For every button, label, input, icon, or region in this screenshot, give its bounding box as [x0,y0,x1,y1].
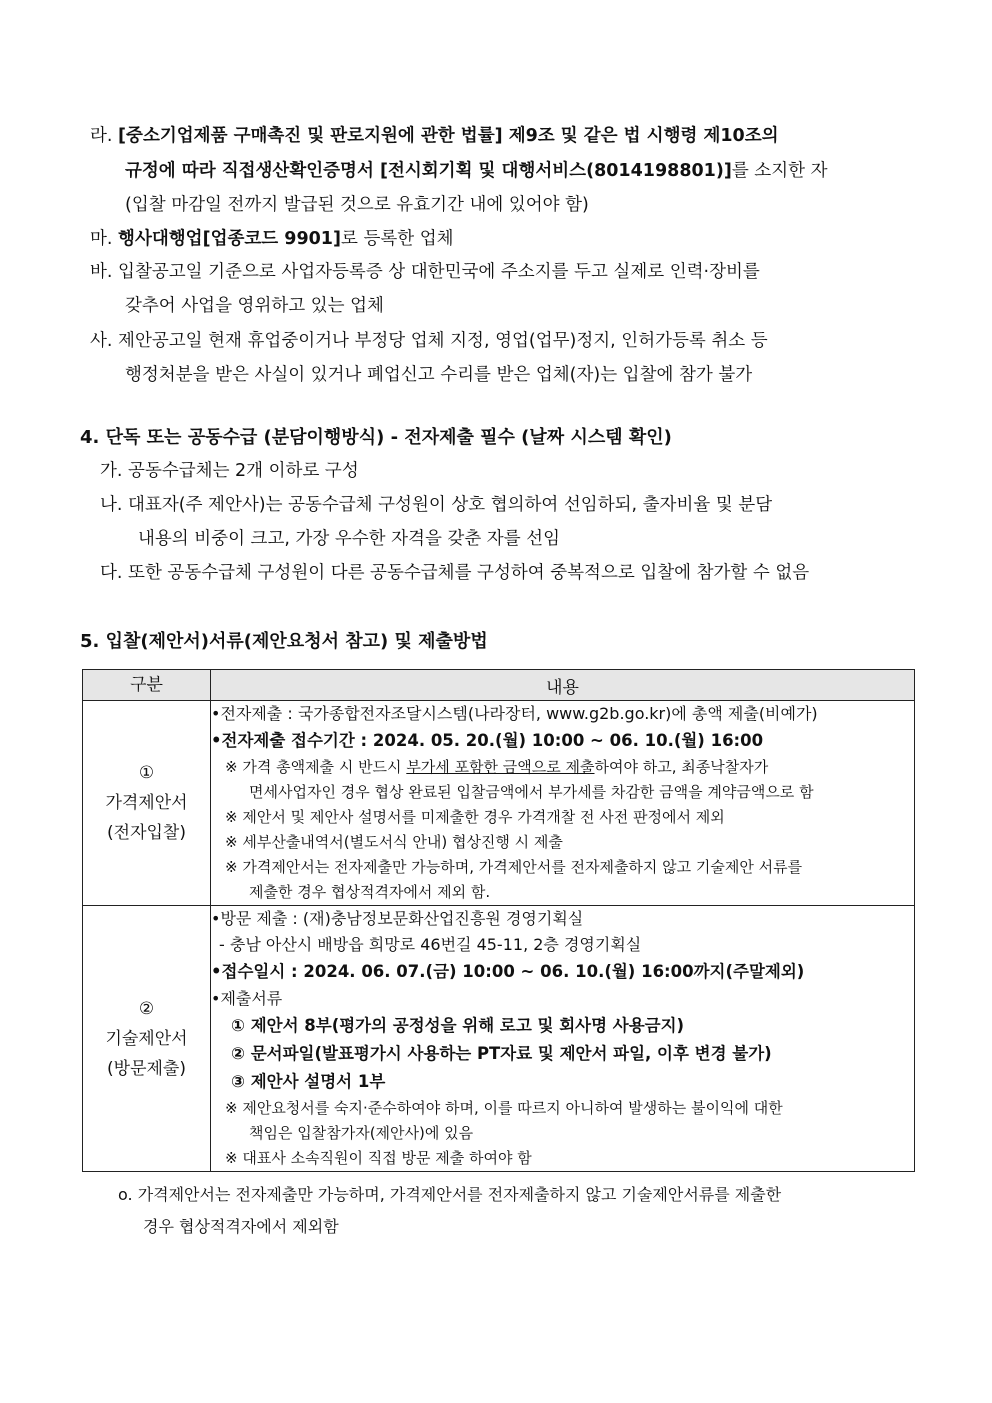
table-header-category: 구분 [83,670,211,701]
item-marker: 마. [90,229,113,249]
row-tech-label: 기술제안서 [105,1028,188,1049]
tech-note-1: ※ 제안요청서를 숙지·준수하여야 하며, 이를 따르지 아니하여 발생하는 불이익에 대한 [225,1099,783,1117]
tech-documents-title: •제출서류 [211,989,283,1008]
price-note-2: ※ 제안서 및 제안사 설명서를 미제출한 경우 가격개찰 전 사전 판정에서 제외 [225,808,725,826]
qualification-ra-line1: [중소기업제품 구매촉진 및 판로지원에 관한 법률] 제9조 및 같은 법 시행령 제10조의 [118,126,779,146]
price-note-4: ※ 가격제안서는 전자제출만 가능하며, 가격제안서를 전자제출하지 않고 기술제안 서류를 [225,858,803,876]
section-4-title: 4. 단독 또는 공동수급 (분담이행방식) - 전자제출 필수 (날짜 시스템 확인) [80,427,672,448]
row-price-sublabel: (전자입찰) [107,823,186,843]
tech-document-2: ② 문서파일(발표평가시 사용하는 PT자료 및 제안서 파일, 이후 변경 불가) [231,1044,772,1063]
section-5-footnote [118,1178,781,1211]
section-4-na-line2: 내용의 비중이 크고, 가장 우수한 자격을 갖춘 자를 선임 [138,529,560,549]
tech-note-2: ※ 대표사 소속직원이 직접 방문 제출 하여야 함 [225,1149,532,1167]
item-marker: 사. [90,331,113,351]
qualification-sa [90,325,768,358]
section-4-na [100,489,772,522]
table-header-row [83,670,915,701]
row-tech-sublabel: (방문제출) [107,1058,186,1079]
item-marker: 가. [100,461,123,481]
tech-address: - 충남 아산시 배방읍 희망로 46번길 45-11, 2층 경영기획실 [219,935,642,954]
qualification-sa-line2: 행정처분을 받은 사실이 있거나 폐업신고 수리를 받은 업체(자)는 입찰에 참가 불가 [125,365,753,385]
qualification-ra-line3: (입찰 마감일 전까지 발급된 것으로 유효기간 내에 있어야 함) [125,195,589,215]
qualification-ma [90,223,454,256]
tech-submission-period: •접수일시 : 2024. 06. 07.(금) 10:00 ~ 06. 10.(월) 16:00까지(주말제외) [211,962,805,981]
row-tech-number: ② [138,998,155,1019]
table-row-technical-proposal [83,906,915,1172]
table-header-content: 내용 [211,670,915,701]
price-note-1-cont: 면세사업자인 경우 협상 완료된 입찰금액에서 부가세를 차감한 금액을 계약금액으로 함 [249,783,814,801]
section-4-na-line1: 대표자(주 제안사)는 공동수급체 구성원이 상호 협의하여 선임하되, 출자비율 및 분담 [128,495,773,515]
qualification-ba-line1: 입찰공고일 기준으로 사업자등록증 상 대한민국에 주소지를 두고 실제로 인력·장비를 [118,262,760,282]
qualification-ba [90,256,760,289]
price-note-1 [211,755,914,780]
price-note-1-pre: ※ 가격 총액제출 시 반드시 [225,758,407,776]
section-4-da-text: 또한 공동수급체 구성원이 다른 공동수급체를 구성하여 중복적으로 입찰에 참가할 수 없음 [128,563,810,583]
price-note-3: ※ 세부산출내역서(별도서식 안내) 협상진행 시 제출 [225,833,563,851]
table-row-price-proposal [83,701,915,906]
qualification-ma-bold: 행사대행업[업종코드 9901] [118,229,341,249]
row-tech-content [211,906,915,1172]
qualification-ra-line2 [125,155,828,188]
qualification-ra-line2-bold: 규정에 따라 직접생산확인증명서 [전시회기획 및 대행서비스(8014198801)] [125,161,732,181]
tech-visit-submission: •방문 제출 : (재)충남정보문화산업진흥원 경영기획실 [211,909,584,928]
section-4-ga-text: 공동수급체는 2개 이하로 구성 [128,461,359,481]
price-electronic-submission: •전자제출 : 국가종합전자조달시스템(나라장터, www.g2b.go.kr)에 총액 제출(비예가) [211,704,818,723]
item-marker: 나. [100,495,123,515]
item-marker: 라. [90,126,113,146]
price-note-1-post: 하여야 하고, 최종낙찰자가 [594,758,769,776]
qualification-ra [90,120,779,153]
price-note-4-cont: 제출한 경우 협상적격자에서 제외 함. [249,883,491,901]
tech-document-3: ③ 제안사 설명서 1부 [231,1072,386,1091]
footnote-line2: 경우 협상적격자에서 제외함 [143,1217,339,1236]
price-note-1-underlined: 부가세 포함한 금액으로 제출 [406,758,595,776]
section-4-ga [100,455,359,488]
row-price-label: 가격제안서 [105,793,188,813]
tech-note-1-cont: 책임은 입찰참가자(제안사)에 있음 [249,1124,474,1142]
qualification-ba-line2: 갖추어 사업을 영위하고 있는 업체 [125,296,384,316]
qualification-sa-line1: 제안공고일 현재 휴업중이거나 부정당 업체 지정, 영업(업무)정지, 인허가등록 취소 등 [118,331,768,351]
item-marker: 다. [100,563,123,583]
row-tech-category [83,906,211,1172]
tech-document-1: ① 제안서 8부(평가의 공정성을 위해 로고 및 회사명 사용금지) [231,1016,685,1035]
qualification-ra-line2-rest: 를 소지한 자 [731,161,828,181]
row-price-content [211,701,915,906]
footnote-line1: 가격제안서는 전자제출만 가능하며, 가격제안서를 전자제출하지 않고 기술제안서류를 제출한 [137,1185,782,1204]
qualification-ma-rest: 로 등록한 업체 [341,229,454,249]
section-5-title: 5. 입찰(제안서)서류(제안요청서 참고) 및 제출방법 [80,631,488,652]
row-price-category [83,701,211,906]
section-4-da [100,557,809,590]
price-submission-period: •전자제출 접수기간 : 2024. 05. 20.(월) 10:00 ~ 06. 10.(월) 16:00 [211,731,764,750]
item-marker: o. [118,1185,133,1204]
row-price-number: ① [138,763,155,783]
submission-table [82,669,915,1172]
item-marker: 바. [90,262,113,282]
